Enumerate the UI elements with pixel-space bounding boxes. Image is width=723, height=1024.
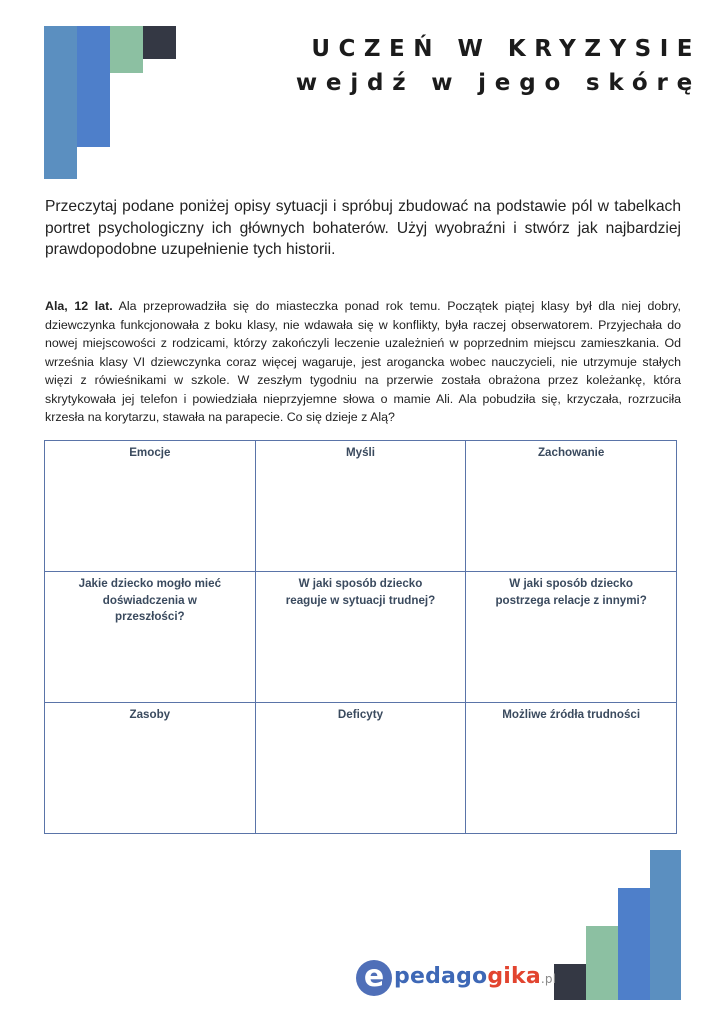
decor-block-bottom-1 (554, 964, 586, 1000)
logo-word-accent: gika (487, 964, 541, 989)
worksheet-table (44, 440, 677, 834)
epedagogika-logo (356, 958, 556, 1000)
table-row (45, 572, 677, 703)
cell-thoughts[interactable]: Myśli (255, 441, 466, 572)
table-row (45, 441, 677, 572)
decor-block-top-2 (77, 26, 110, 147)
intro-paragraph: Przeczytaj podane poniżej opisy sytuacji i spróbuj zbudować na podstawie pól w tabelkach portret psychologiczny ich głównych bohaterów. Użyj wyobraźni i stwórz jak najbardziej prawdopodobne uzupełnienie tych historii. (45, 198, 681, 258)
decor-block-top-1 (44, 26, 77, 179)
cell-past-experiences[interactable]: Jakie dziecko mogło mieć doświadczenia w przeszłości? (45, 572, 256, 703)
decor-block-bottom-2 (586, 926, 618, 1000)
title-line-1: UCZEŃ W KRYZYSIE (311, 36, 701, 62)
story-lead: Ala, 12 lat. (45, 299, 113, 313)
cell-reaction-difficult[interactable]: W jaki sposób dziecko reaguje w sytuacji trudnej? (255, 572, 466, 703)
logo-word (394, 964, 556, 992)
logo-word-main: pedago (394, 964, 488, 989)
story-text: Ala przeprowadziła się do miasteczka ponad rok temu. Początek piątej klasy był dla niej dobry, dziewczynka funkcjonowała z boku klasy, nie wdawała się w konflikty, była raczej obserwatorem. Przyjechała do nowej miejscowości z rodzicami, którzy zakończyli leczenie uzależnień w poprzednim miejscu zamieszkania. Od września klasy VI dziewczynka coraz więcej wagaruje, jest arogancka wobec nauczycieli, nie utrzymuje stałych więzi z rówieśnikami w szkole. W zeszłym tygodniu na przerwie została obrażona przez koleżankę, która skrytykowała jej telefon i powiedziała nieprzyjemne słowa o mamie Ali. Ala pobudziła się, krzyczała, rozrzuciła krzesła na korytarzu, stawała na parapecie. Co się dzieje z Alą? (45, 299, 681, 424)
cell-emotions[interactable]: Emocje (45, 441, 256, 572)
cell-resources[interactable]: Zasoby (45, 703, 256, 834)
cell-behaviour[interactable]: Zachowanie (466, 441, 677, 572)
story-paragraph (45, 297, 681, 427)
page-title (296, 32, 701, 100)
decor-block-top-3 (110, 26, 143, 73)
cell-deficits[interactable]: Deficyty (255, 703, 466, 834)
table-row (45, 703, 677, 834)
decor-block-bottom-3 (618, 888, 650, 1000)
decor-block-bottom-4 (650, 850, 681, 1000)
logo-word-suffix: .pl (540, 972, 557, 986)
decor-block-top-4 (143, 26, 176, 59)
logo-letter: e (356, 960, 392, 996)
cell-relations[interactable]: W jaki sposób dziecko postrzega relacje z innymi? (466, 572, 677, 703)
title-line-2: wejdź w jego skórę (295, 70, 701, 96)
cell-sources-of-difficulty[interactable]: Możliwe źródła trudności (466, 703, 677, 834)
